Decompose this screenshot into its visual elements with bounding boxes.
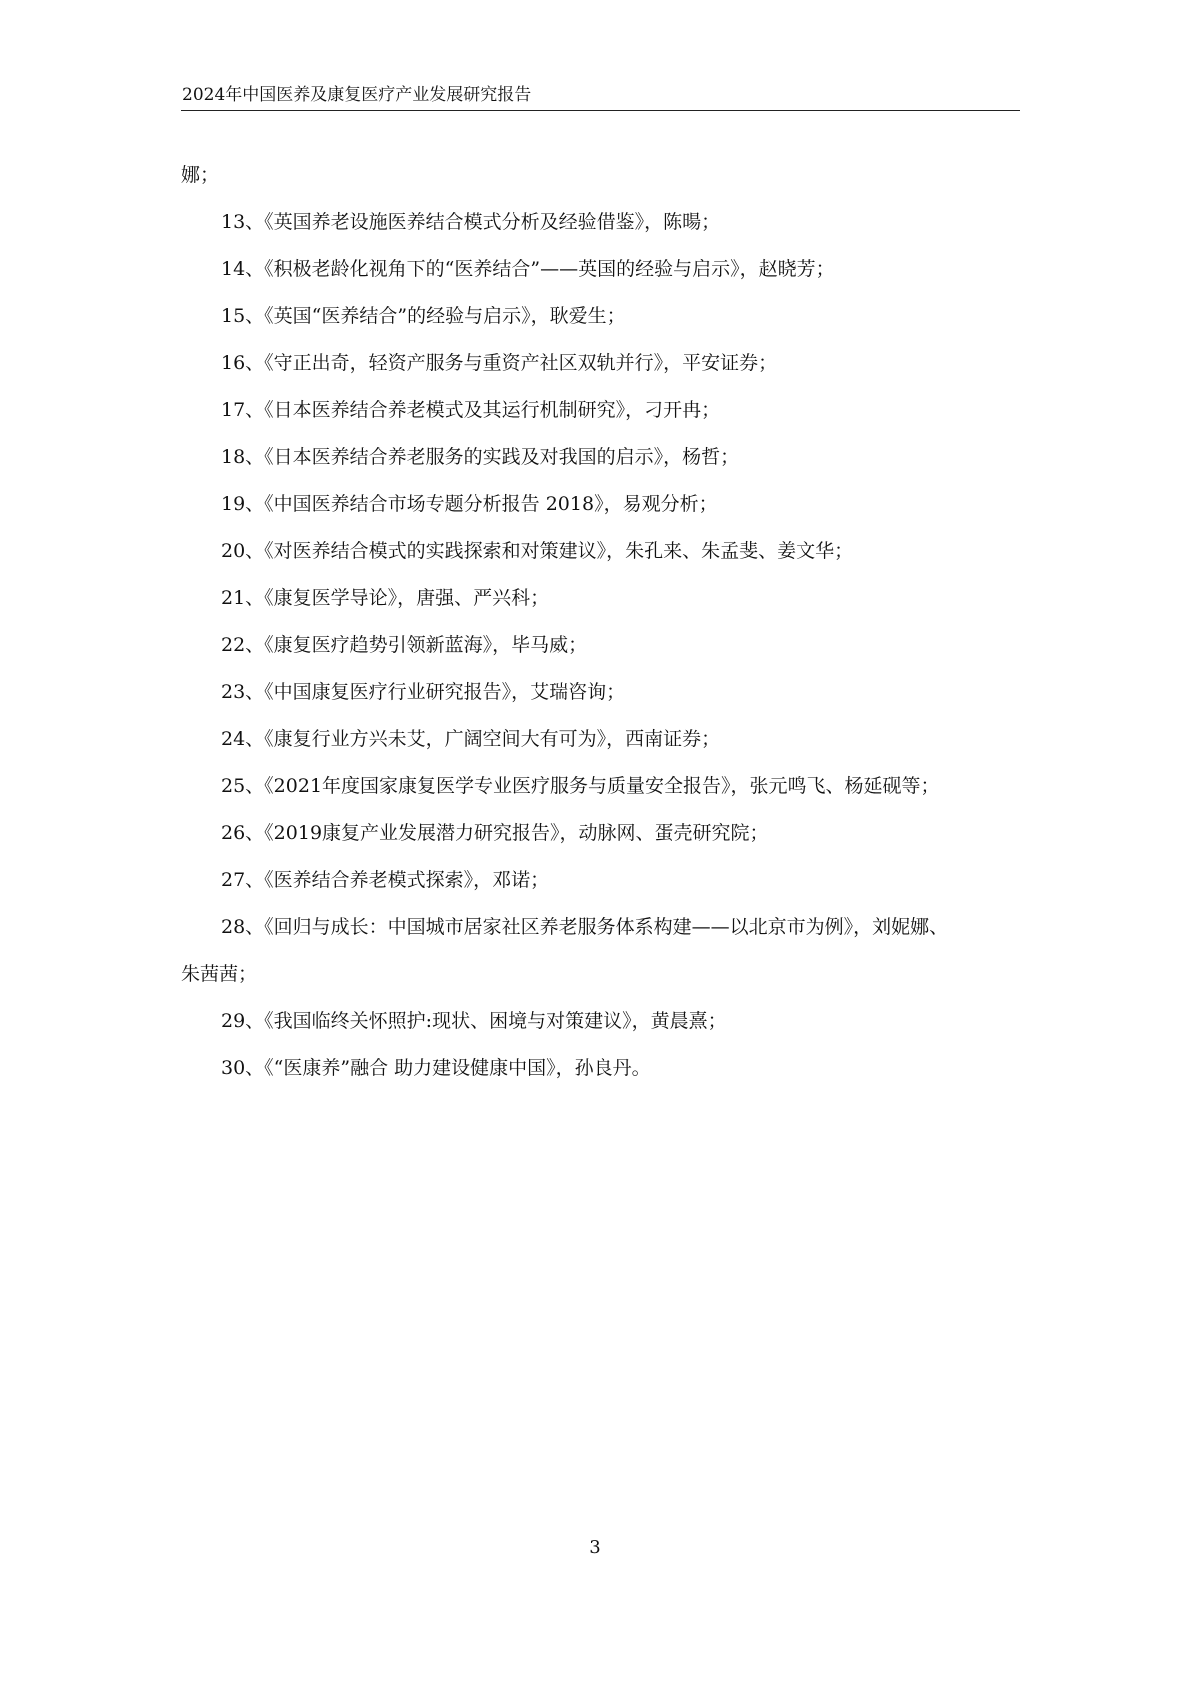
reference-item-30: 30、《“医康养”融合 助力建设健康中国》，孙良丹。 [221, 1057, 651, 1079]
reference-item-26: 26、《2019康复产业发展潜力研究报告》，动脉网、蛋壳研究院； [221, 822, 769, 844]
reference-item-21: 21、《康复医学导论》，唐强、严兴科； [221, 587, 550, 609]
page-header [181, 84, 1020, 111]
reference-item-27: 27、《医养结合养老模式探索》，邓诺； [221, 869, 550, 891]
header-title: 2024年中国医养及康复医疗产业发展研究报告 [182, 85, 532, 105]
reference-item-24: 24、《康复行业方兴未艾，广阔空间大有可为》，西南证券； [221, 728, 721, 750]
reference-item-13: 13、《英国养老设施医养结合模式分析及经验借鉴》，陈暘； [221, 211, 721, 233]
reference-item-16: 16、《守正出奇，轻资产服务与重资产社区双轨并行》，平安证券； [221, 352, 778, 374]
reference-continued-line: 娜； [181, 164, 220, 186]
reference-item-20: 20、《对医养结合模式的实践探索和对策建议》，朱孔来、朱孟斐、姜文华； [221, 540, 854, 562]
reference-item-28: 28、《回归与成长：中国城市居家社区养老服务体系构建——以北京市为例》，刘妮娜、 [221, 916, 949, 938]
reference-item-28-continued: 朱茜茜； [181, 963, 258, 985]
page-number: 3 [589, 1537, 601, 1558]
reference-item-22: 22、《康复医疗趋势引领新蓝海》，毕马威； [221, 634, 588, 656]
reference-item-14: 14、《积极老龄化视角下的“医养结合”——英国的经验与启示》，赵晓芳； [221, 258, 835, 280]
reference-item-18: 18、《日本医养结合养老服务的实践及对我国的启示》，杨哲； [221, 446, 740, 468]
reference-item-15: 15、《英国“医养结合”的经验与启示》，耿爱生； [221, 305, 626, 327]
reference-item-25: 25、《2021年度国家康复医学专业医疗服务与质量安全报告》，张元鸣飞、杨延砚等； [221, 775, 940, 797]
reference-item-29: 29、《我国临终关怀照护:现状、困境与对策建议》，黄晨熹； [221, 1010, 727, 1032]
reference-list [181, 152, 1021, 1092]
reference-item-19: 19、《中国医养结合市场专题分析报告 2018》，易观分析； [221, 493, 718, 515]
reference-item-23: 23、《中国康复医疗行业研究报告》，艾瑞咨询； [221, 681, 626, 703]
reference-item-17: 17、《日本医养结合养老模式及其运行机制研究》，刁开冉； [221, 399, 721, 421]
